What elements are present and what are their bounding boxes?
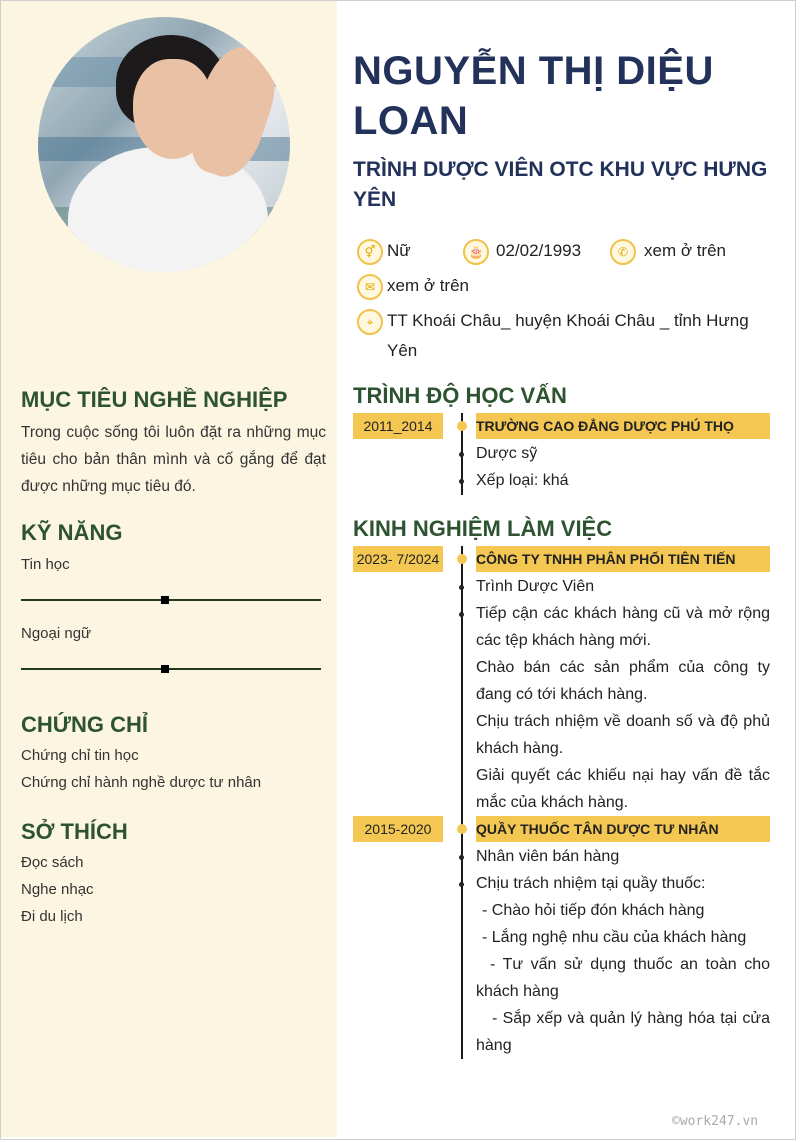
duty-item: - Lắng nghệ nhu cầu của khách hàng xyxy=(482,929,747,946)
job-task: Chịu trách nhiệm về doanh số và độ phủ khách hàng. xyxy=(476,713,770,757)
phone-value: xem ở trên xyxy=(644,241,727,260)
watermark: ©work247.vn xyxy=(672,1114,759,1129)
experience-date: 2015-2020 xyxy=(353,816,443,842)
hobby-item: Nghe nhạc xyxy=(21,881,94,898)
birthday-value: 02/02/1993 xyxy=(496,241,582,260)
skill-level-marker xyxy=(161,596,169,604)
objective-text: Trong cuộc sống tôi luôn đặt ra những mục tiêu cho bản thân mình và cố gắng để đạt được những mục tiêu đó. xyxy=(21,424,326,495)
hobby-item: Đọc sách xyxy=(21,854,84,871)
skill-bar-track xyxy=(21,599,321,601)
job-role: Trình Dược Viên xyxy=(476,578,595,595)
school-name-text: TRƯỜNG CAO ĐẲNG DƯỢC PHÚ THỌ xyxy=(476,418,734,434)
company-name xyxy=(476,816,770,842)
duty-intro: Chịu trách nhiệm tại quầy thuốc: xyxy=(476,875,706,892)
cake-icon: 🎂 xyxy=(463,239,489,265)
certificate-item: Chứng chỉ hành nghề dược tư nhân xyxy=(21,774,262,791)
bullet-dot xyxy=(459,612,464,617)
phone-icon: ✆ xyxy=(610,239,636,265)
bullet-dot xyxy=(459,479,464,484)
skill-label: Ngoại ngữ xyxy=(21,625,92,642)
gender-value: Nữ xyxy=(387,241,411,260)
skill-level-marker xyxy=(161,665,169,673)
skill-label: Tin học xyxy=(21,556,70,573)
bullet-dot xyxy=(459,882,464,887)
timeline-dot xyxy=(457,554,467,564)
certificate-item: Chứng chỉ tin học xyxy=(21,747,139,764)
bullet-dot xyxy=(459,452,464,457)
hobby-item: Đi du lịch xyxy=(21,908,83,925)
skills-title: KỸ NĂNG xyxy=(21,520,123,545)
timeline-line xyxy=(461,546,463,1059)
duty-item: - Sắp xếp và quản lý hàng hóa tại cửa hàng xyxy=(476,1010,770,1054)
email-icon: ✉ xyxy=(357,274,383,300)
bullet-dot xyxy=(459,855,464,860)
bullet-dot xyxy=(459,585,464,590)
timeline-dot xyxy=(457,421,467,431)
skill-bar-track xyxy=(21,668,321,670)
job-title: TRÌNH DƯỢC VIÊN OTC KHU VỰC HƯNG YÊN xyxy=(353,158,768,211)
company-name xyxy=(476,546,770,572)
education-date: 2011_2014 xyxy=(353,413,443,439)
experience-date: 2023- 7/2024 xyxy=(353,546,443,572)
timeline-dot xyxy=(457,824,467,834)
hobbies-title: SỞ THÍCH xyxy=(21,819,128,844)
profile-photo xyxy=(38,17,290,272)
education-detail: Dược sỹ xyxy=(476,445,538,462)
company-name-text: CÔNG TY TNHH PHÂN PHỐI TIÊN TIẾN xyxy=(476,551,736,567)
school-name xyxy=(476,413,770,439)
job-role: Nhân viên bán hàng xyxy=(476,848,620,865)
job-task: Chào bán các sản phẩm của công ty đang có tới khách hàng. xyxy=(476,659,770,703)
gender-icon: ⚥ xyxy=(357,239,383,265)
email-value: xem ở trên xyxy=(387,276,470,295)
job-task: Tiếp cận các khách hàng cũ và mở rộng các tệp khách hàng mới. xyxy=(476,605,770,649)
education-title: TRÌNH ĐỘ HỌC VẤN xyxy=(353,383,567,408)
candidate-name: NGUYỄN THỊ DIỆU LOAN xyxy=(353,49,714,143)
job-task: Giải quyết các khiếu nại hay vấn đề tắc mắc của khách hàng. xyxy=(476,767,770,811)
duty-item: - Tư vấn sử dụng thuốc an toàn cho khách hàng xyxy=(476,956,770,1000)
duty-item: - Chào hỏi tiếp đón khách hàng xyxy=(482,902,705,919)
certificates-title: CHỨNG CHỈ xyxy=(21,712,149,737)
company-name-text: QUẦY THUỐC TÂN DƯỢC TƯ NHÂN xyxy=(476,821,719,837)
map-pin-icon: ⌖ xyxy=(357,309,383,335)
education-detail: Xếp loại: khá xyxy=(476,472,569,489)
objective-title: MỤC TIÊU NGHỀ NGHIỆP xyxy=(21,387,288,412)
experience-title: KINH NGHIỆM LÀM VIỆC xyxy=(353,516,613,541)
address-value: TT Khoái Châu_ huyện Khoái Châu _ tỉnh Hưng Yên xyxy=(387,311,749,360)
